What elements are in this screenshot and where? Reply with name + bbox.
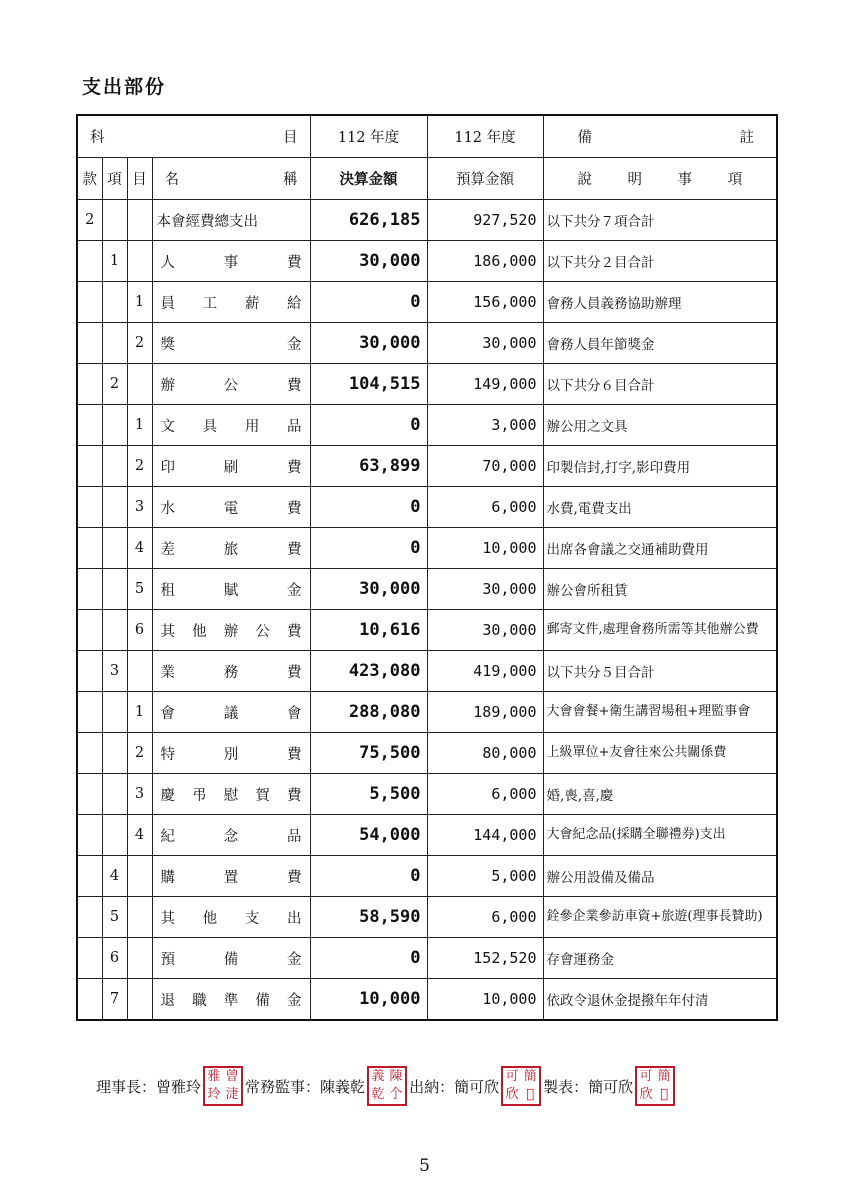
red-seal-stamp bbox=[501, 1066, 541, 1106]
budget-amount: 10,000 bbox=[427, 528, 543, 569]
budget-amount: 70,000 bbox=[427, 446, 543, 487]
remark: 會務人員年節獎金 bbox=[543, 323, 777, 364]
mu-cell: 2 bbox=[127, 323, 152, 364]
final-amount: 10,616 bbox=[310, 610, 427, 651]
mu-cell: 3 bbox=[127, 487, 152, 528]
item-name: 辦公費 bbox=[152, 364, 310, 405]
item-name: 預備金 bbox=[152, 938, 310, 979]
remark: 印製信封,打字,影印費用 bbox=[543, 446, 777, 487]
table-row bbox=[77, 241, 777, 282]
signature-role: 製表： bbox=[543, 1077, 589, 1096]
subject-header: 科 目 bbox=[77, 115, 310, 158]
table-row bbox=[77, 692, 777, 733]
mu-cell: 4 bbox=[127, 528, 152, 569]
xiang-cell bbox=[102, 692, 127, 733]
xiang-cell bbox=[102, 774, 127, 815]
header-row-1 bbox=[77, 115, 777, 158]
budget-amount: 927,520 bbox=[427, 200, 543, 241]
signature-name: 曾雅玲 bbox=[156, 1077, 202, 1096]
kuan-cell bbox=[77, 856, 102, 897]
mu-cell bbox=[127, 241, 152, 282]
final-amount: 0 bbox=[310, 856, 427, 897]
remark: 辦公用設備及備品 bbox=[543, 856, 777, 897]
xiang-cell: 4 bbox=[102, 856, 127, 897]
xiang-cell bbox=[102, 200, 127, 241]
kuan-cell bbox=[77, 979, 102, 1021]
seal-character: 𠆤 bbox=[389, 1087, 403, 1102]
xiang-cell bbox=[102, 610, 127, 651]
mu-cell: 5 bbox=[127, 569, 152, 610]
budget-amount: 6,000 bbox=[427, 897, 543, 938]
xiang-cell: 5 bbox=[102, 897, 127, 938]
remark: 以下共分７項合計 bbox=[543, 200, 777, 241]
table-row bbox=[77, 610, 777, 651]
budget-year-header: 112 年度 bbox=[427, 115, 543, 158]
mu-cell: 1 bbox=[127, 405, 152, 446]
header-row-2 bbox=[77, 158, 777, 200]
final-year-header: 112 年度 bbox=[310, 115, 427, 158]
signature-role: 理事長： bbox=[96, 1077, 157, 1096]
item-name: 差旅費 bbox=[152, 528, 310, 569]
mu-cell bbox=[127, 979, 152, 1021]
kuan-cell bbox=[77, 446, 102, 487]
xiang-cell: 2 bbox=[102, 364, 127, 405]
item-name: 印刷費 bbox=[152, 446, 310, 487]
budget-amount: 10,000 bbox=[427, 979, 543, 1021]
xiang-cell bbox=[102, 528, 127, 569]
mu-cell bbox=[127, 364, 152, 405]
final-amount-header: 決算金額 bbox=[310, 158, 427, 200]
table-row bbox=[77, 364, 777, 405]
remark: 辦公用之文具 bbox=[543, 405, 777, 446]
final-amount: 30,000 bbox=[310, 569, 427, 610]
final-amount: 63,899 bbox=[310, 446, 427, 487]
kuan-cell bbox=[77, 692, 102, 733]
item-name: 員工薪給 bbox=[152, 282, 310, 323]
expenditure-table bbox=[76, 114, 778, 1021]
item-name: 退職準備金 bbox=[152, 979, 310, 1021]
xiang-cell bbox=[102, 733, 127, 774]
final-amount: 10,000 bbox=[310, 979, 427, 1021]
final-amount: 626,185 bbox=[310, 200, 427, 241]
mu-cell: 1 bbox=[127, 692, 152, 733]
table-row bbox=[77, 897, 777, 938]
seal-character: 乾 bbox=[371, 1087, 385, 1102]
xiang-header: 項 bbox=[102, 158, 127, 200]
kuan-cell bbox=[77, 323, 102, 364]
mu-cell: 2 bbox=[127, 733, 152, 774]
seal-character: 簡 bbox=[523, 1069, 537, 1084]
item-name: 紀念品 bbox=[152, 815, 310, 856]
budget-amount: 156,000 bbox=[427, 282, 543, 323]
remark: 以下共分５目合計 bbox=[543, 651, 777, 692]
remark: 郵寄文件,處理會務所需等其他辦公費 bbox=[543, 610, 777, 651]
final-amount: 30,000 bbox=[310, 323, 427, 364]
mu-cell bbox=[127, 938, 152, 979]
seal-character: 曾 bbox=[225, 1069, 239, 1084]
table-row bbox=[77, 446, 777, 487]
remark: 辦公會所租賃 bbox=[543, 569, 777, 610]
remark: 大會會餐+衛生講習場租+理監事會 bbox=[543, 692, 777, 733]
table-row bbox=[77, 282, 777, 323]
final-amount: 75,500 bbox=[310, 733, 427, 774]
table-row bbox=[77, 569, 777, 610]
item-name: 業務費 bbox=[152, 651, 310, 692]
final-amount: 5,500 bbox=[310, 774, 427, 815]
seal-character: 簡 bbox=[657, 1069, 671, 1084]
budget-amount-header: 預算金額 bbox=[427, 158, 543, 200]
kuan-cell bbox=[77, 364, 102, 405]
remark: 上級單位+友會往來公共關係費 bbox=[543, 733, 777, 774]
final-amount: 0 bbox=[310, 528, 427, 569]
table-row bbox=[77, 200, 777, 241]
final-amount: 30,000 bbox=[310, 241, 427, 282]
red-seal-stamp bbox=[635, 1066, 675, 1106]
budget-amount: 30,000 bbox=[427, 610, 543, 651]
seal-character: 𨳇 bbox=[660, 1087, 669, 1102]
xiang-cell bbox=[102, 815, 127, 856]
kuan-cell bbox=[77, 897, 102, 938]
xiang-cell: 6 bbox=[102, 938, 127, 979]
xiang-cell bbox=[102, 323, 127, 364]
budget-amount: 149,000 bbox=[427, 364, 543, 405]
kuan-cell bbox=[77, 405, 102, 446]
page-number: 5 bbox=[419, 1156, 430, 1176]
final-amount: 0 bbox=[310, 487, 427, 528]
budget-amount: 80,000 bbox=[427, 733, 543, 774]
xiang-cell bbox=[102, 446, 127, 487]
item-name: 會議會 bbox=[152, 692, 310, 733]
item-name: 本會經費總支出 bbox=[152, 200, 310, 241]
seal-character: 𨳇 bbox=[526, 1087, 534, 1102]
xiang-cell bbox=[102, 282, 127, 323]
kuan-cell bbox=[77, 569, 102, 610]
mu-cell bbox=[127, 897, 152, 938]
table-row bbox=[77, 733, 777, 774]
red-seal-stamp bbox=[203, 1066, 243, 1106]
table-row bbox=[77, 856, 777, 897]
table-row bbox=[77, 979, 777, 1021]
budget-amount: 152,520 bbox=[427, 938, 543, 979]
final-amount: 0 bbox=[310, 938, 427, 979]
table-row bbox=[77, 651, 777, 692]
table-row bbox=[77, 323, 777, 364]
kuan-cell bbox=[77, 938, 102, 979]
final-amount: 54,000 bbox=[310, 815, 427, 856]
kuan-cell bbox=[77, 815, 102, 856]
kuan-header: 款 bbox=[77, 158, 102, 200]
item-name: 特別費 bbox=[152, 733, 310, 774]
final-amount: 288,080 bbox=[310, 692, 427, 733]
table-row bbox=[77, 774, 777, 815]
seal-character: 欣 bbox=[639, 1087, 653, 1102]
signature-role: 出納： bbox=[409, 1077, 455, 1096]
item-name: 其他支出 bbox=[152, 897, 310, 938]
mu-cell: 4 bbox=[127, 815, 152, 856]
budget-amount: 6,000 bbox=[427, 774, 543, 815]
mu-cell bbox=[127, 856, 152, 897]
item-name: 購置費 bbox=[152, 856, 310, 897]
seal-character: 欣 bbox=[505, 1087, 519, 1102]
item-name: 文具用品 bbox=[152, 405, 310, 446]
mu-cell: 3 bbox=[127, 774, 152, 815]
mu-cell bbox=[127, 200, 152, 241]
item-name: 獎金 bbox=[152, 323, 310, 364]
signature-name: 陳義乾 bbox=[320, 1077, 366, 1096]
mu-cell: 1 bbox=[127, 282, 152, 323]
xiang-cell bbox=[102, 405, 127, 446]
mu-header: 目 bbox=[127, 158, 152, 200]
item-name: 人事費 bbox=[152, 241, 310, 282]
section-title: 支出部份 bbox=[82, 76, 167, 98]
kuan-cell bbox=[77, 733, 102, 774]
final-amount: 58,590 bbox=[310, 897, 427, 938]
signature-role: 常務監事： bbox=[245, 1077, 321, 1096]
item-name: 水電費 bbox=[152, 487, 310, 528]
name-header: 名 稱 bbox=[152, 158, 310, 200]
seal-character: 陳 bbox=[389, 1069, 403, 1084]
seal-character: 𣶏 bbox=[225, 1087, 239, 1102]
mu-cell bbox=[127, 651, 152, 692]
seal-character: 雅 bbox=[207, 1069, 221, 1084]
budget-amount: 5,000 bbox=[427, 856, 543, 897]
final-amount: 423,080 bbox=[310, 651, 427, 692]
seal-character: 可 bbox=[639, 1069, 653, 1084]
remark: 存會運務金 bbox=[543, 938, 777, 979]
remark: 會務人員義務協助辦理 bbox=[543, 282, 777, 323]
kuan-cell: 2 bbox=[77, 200, 102, 241]
kuan-cell bbox=[77, 774, 102, 815]
budget-amount: 189,000 bbox=[427, 692, 543, 733]
kuan-cell bbox=[77, 651, 102, 692]
remark: 以下共分６目合計 bbox=[543, 364, 777, 405]
kuan-cell bbox=[77, 528, 102, 569]
remark: 以下共分２目合計 bbox=[543, 241, 777, 282]
budget-amount: 30,000 bbox=[427, 323, 543, 364]
budget-amount: 3,000 bbox=[427, 405, 543, 446]
table-row bbox=[77, 528, 777, 569]
budget-amount: 186,000 bbox=[427, 241, 543, 282]
table-row bbox=[77, 405, 777, 446]
budget-amount: 419,000 bbox=[427, 651, 543, 692]
remark: 依政令退休金提撥年年付清 bbox=[543, 979, 777, 1021]
xiang-cell bbox=[102, 487, 127, 528]
table-row bbox=[77, 815, 777, 856]
remark-header: 備 註 bbox=[543, 115, 777, 158]
item-name: 其他辦公費 bbox=[152, 610, 310, 651]
xiang-cell bbox=[102, 569, 127, 610]
red-seal-stamp bbox=[367, 1066, 407, 1106]
budget-amount: 6,000 bbox=[427, 487, 543, 528]
kuan-cell bbox=[77, 487, 102, 528]
explanation-header: 說 明 事 項 bbox=[543, 158, 777, 200]
remark: 出席各會議之交通補助費用 bbox=[543, 528, 777, 569]
seal-character: 可 bbox=[505, 1069, 519, 1084]
item-name: 慶弔慰賀費 bbox=[152, 774, 310, 815]
seal-character: 玲 bbox=[207, 1087, 221, 1102]
final-amount: 0 bbox=[310, 405, 427, 446]
mu-cell: 2 bbox=[127, 446, 152, 487]
xiang-cell: 3 bbox=[102, 651, 127, 692]
signature-line bbox=[96, 1066, 677, 1106]
signature-name: 簡可欣 bbox=[454, 1077, 500, 1096]
budget-amount: 144,000 bbox=[427, 815, 543, 856]
xiang-cell: 7 bbox=[102, 979, 127, 1021]
signature-name: 簡可欣 bbox=[588, 1077, 634, 1096]
mu-cell: 6 bbox=[127, 610, 152, 651]
item-name: 租賦金 bbox=[152, 569, 310, 610]
kuan-cell bbox=[77, 282, 102, 323]
final-amount: 104,515 bbox=[310, 364, 427, 405]
xiang-cell: 1 bbox=[102, 241, 127, 282]
remark: 大會紀念品(採購全聯禮券)支出 bbox=[543, 815, 777, 856]
seal-character: 義 bbox=[371, 1069, 385, 1084]
budget-amount: 30,000 bbox=[427, 569, 543, 610]
kuan-cell bbox=[77, 241, 102, 282]
remark: 婚,喪,喜,慶 bbox=[543, 774, 777, 815]
table-row bbox=[77, 938, 777, 979]
final-amount: 0 bbox=[310, 282, 427, 323]
remark: 水費,電費支出 bbox=[543, 487, 777, 528]
kuan-cell bbox=[77, 610, 102, 651]
table-row bbox=[77, 487, 777, 528]
remark: 銓參企業參訪車資+旅遊(理事長贊助) bbox=[543, 897, 777, 938]
